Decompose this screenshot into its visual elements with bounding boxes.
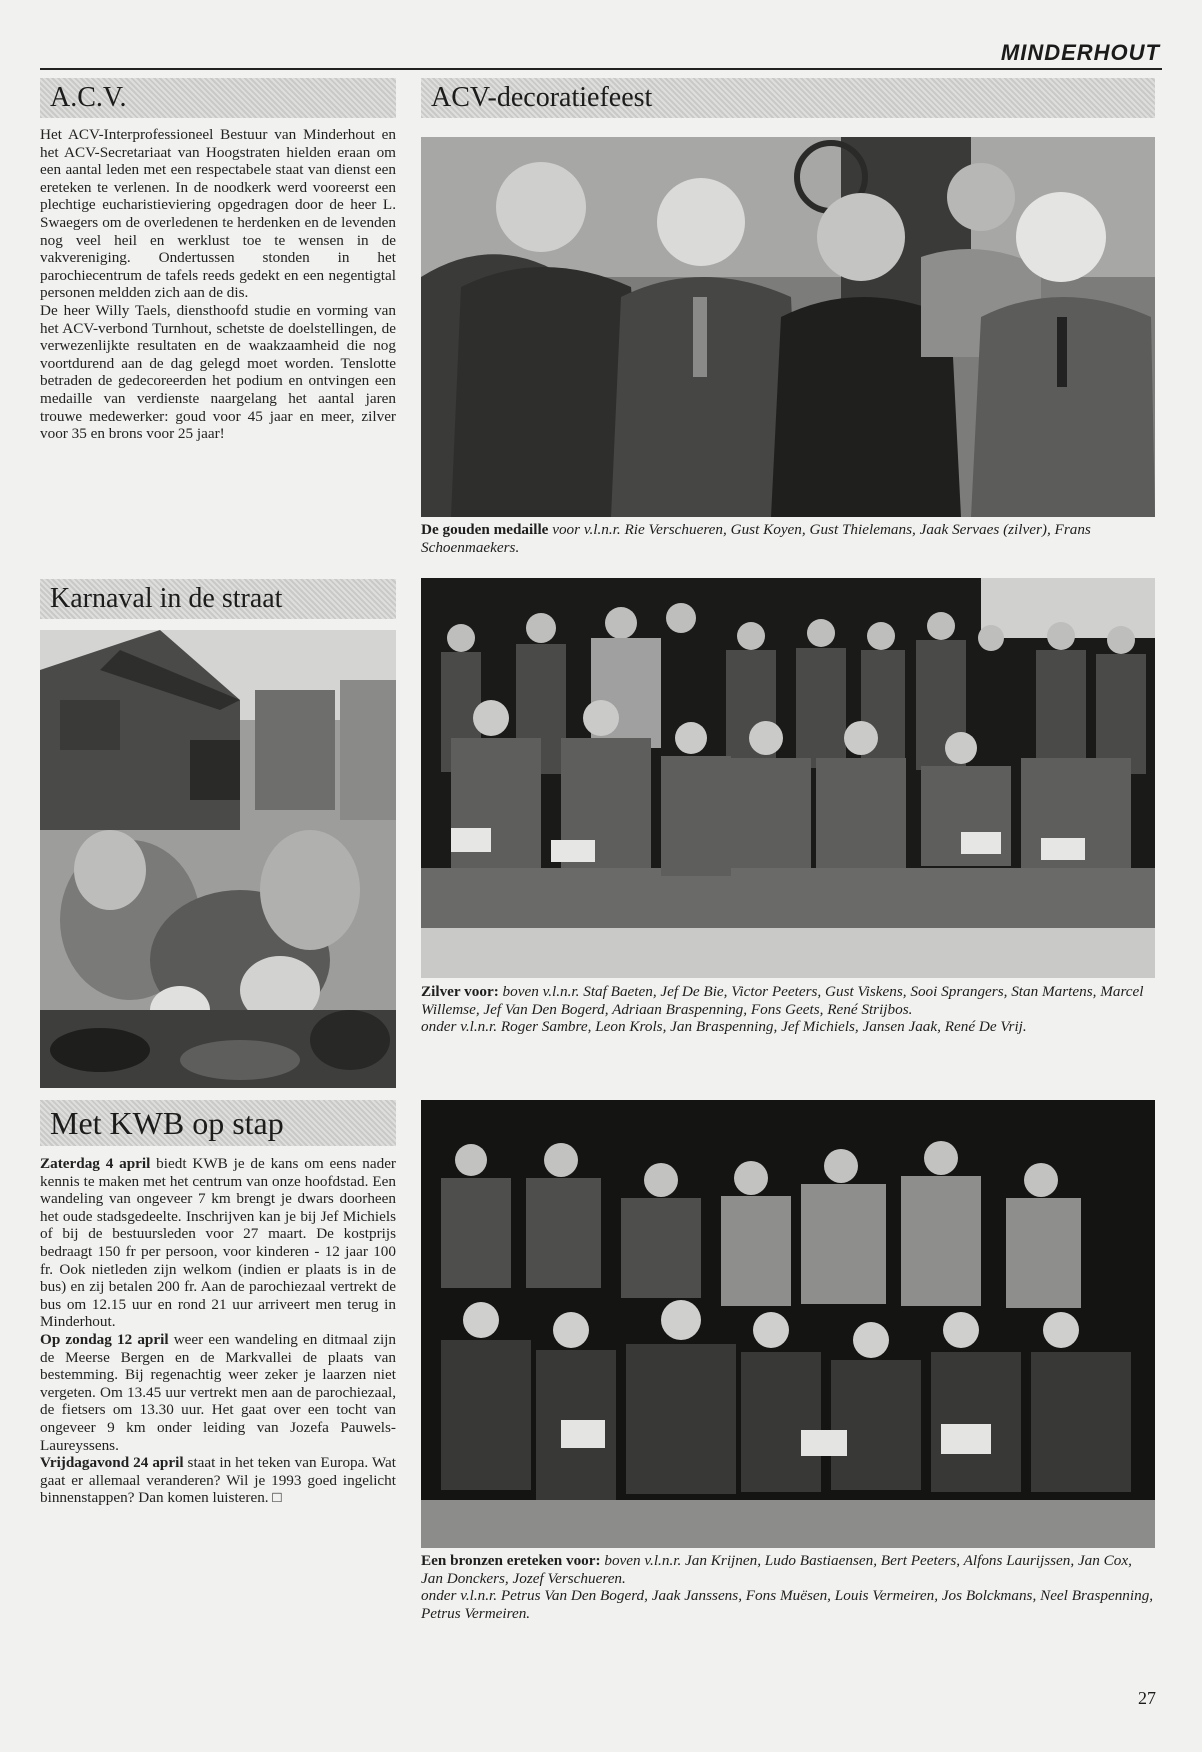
page-number: 27 [1138,1688,1156,1708]
kwb-paragraph [40,1454,396,1507]
acv-heading: A.C.V. [40,78,396,118]
gold-medal-photo [421,137,1155,517]
kwb-text-2: weer een wandeling en ditmaal zijn de Meerse Bergen en de Markvallei de plaats van bestemming. Bij regenachtig weer zeker je laarzen niet vergeten. Om 13.45 uur vertrekt men aan de parochiezaal, de fietsers om 13.30 uur. Het gaat over een tocht van ongeveer 9 km onder leiding van Jozefa Pauwels-Laureyssens. [40,1330,396,1454]
silver-medal-caption [421,983,1155,1036]
acv-paragraph: De heer Willy Taels, diensthoofd studie en vorming van het ACV-verbond Turnhout, schetste de doelstellingen, de verwezenlijkte resultaten en de waakzaamheid die nog voortdurend aan de dag gelegd moet worden. Tenslotte betraden de gedecoreerden het podium en ontvingen een medaille van verdienste naargelang het aantal jaren trouwe medewerker: goud voor 45 jaar en meer, zilver voor 35 en brons voor 25 jaar! [40,301,396,443]
kwb-paragraph [40,1155,396,1331]
kwb-heading: Met KWB op stap [40,1100,396,1146]
bronze-medal-photo [421,1100,1155,1548]
section-title: MINDERHOUT [1000,40,1160,65]
bronze-caption-bottom: onder v.l.n.r. Petrus Van Den Bogerd, Jaak Janssens, Fons Muësen, Louis Vermeiren, Jos Bolckmans, Neel Braspenning, Petrus Vermeiren. [421,1587,1154,1622]
kwb-text-1: biedt KWB je de kans om eens nader kennis te maken met het centrum van onze hoofdstad. Een wandeling van ongeveer 7 km brengt je dwars doorheen het oude stadsgedeelte. Inschrijven kan je bij Jef Michiels of bij de bestuursleden voor 27 maart. De kostprijs bedraagt 150 fr per persoon, voor kinderen - 12 jaar 100 fr. Ook nietleden zijn welkom (indien er plaats is in de bus) en zij betalen 200 fr. Aan de parochiezaal vertrekt de bus om 12.15 uur en rond 21 uur arriveert men terug in Minderhout. [40,1155,396,1331]
bronze-caption-lead: Een bronzen ereteken voor: [421,1552,601,1569]
kwb-text-3: staat in het teken van Europa. Wat gaat er allemaal veranderen? Wil je 1993 goed ingelicht binnenstappen? Dan komen luisteren. □ [40,1454,396,1507]
gold-caption-names: voor v.l.n.r. Rie Verschueren, Gust Koyen, Gust Thielemans, Jaak Servaes (zilver), Frans Schoenmaekers. [421,521,1091,556]
bronze-medal-caption [421,1552,1155,1622]
silver-caption-lead: Zilver voor: [421,983,499,1000]
gold-caption-lead: De gouden medaille [421,521,549,538]
header-rule [40,68,1162,70]
kwb-article [40,1155,396,1507]
silver-medal-photo [421,578,1155,978]
gold-medal-caption [421,521,1155,556]
kwb-paragraph [40,1331,396,1454]
silver-caption-bottom: onder v.l.n.r. Roger Sambre, Leon Krols, Jan Braspenning, Jef Michiels, Jansen Jaak, René De Vrij. [421,1018,1027,1036]
bronze-caption-top: boven v.l.n.r. Jan Krijnen, Ludo Bastiaensen, Bert Peeters, Alfons Laurijssen, Jan Cox, Jan Donckers, Jozef Verschueren. [421,1552,1132,1587]
decoratie-heading: ACV-decoratiefeest [421,78,1155,118]
karnaval-heading: Karnaval in de straat [40,579,396,619]
silver-caption-top: boven v.l.n.r. Staf Baeten, Jef De Bie, Victor Peeters, Gust Viskens, Sooi Sprangers, Stan Martens, Marcel Willemse, Jef Van Den Bogerd, Adriaan Braspenning, Fons Geets, René Strijbos. [421,983,1144,1018]
acv-paragraph: Het ACV-Interprofessioneel Bestuur van Minderhout en het ACV-Secretariaat van Hoogstraten hielden eraan om een aantal leden met een respectabele staat van dienst een ereteken te verlenen. In de noodkerk werd vooreerst een plechtige eucharistieviering opgedragen door de heer L. Swaegers om de overledenen te herdenken en de levenden nog veel heil en werklust toe te wensen in de vakvereniging. Ondertussen stonden in het parochiecentrum de tafels reeds gedekt en een negentigtal personen meldden zich aan de dis. [40,126,396,302]
karnaval-photo [40,630,396,1088]
acv-article [40,126,396,443]
kwb-date-2: Op zondag 12 april [40,1330,169,1348]
kwb-date-1: Zaterdag 4 april [40,1155,151,1172]
kwb-date-3: Vrijdagavond 24 april [40,1454,184,1472]
